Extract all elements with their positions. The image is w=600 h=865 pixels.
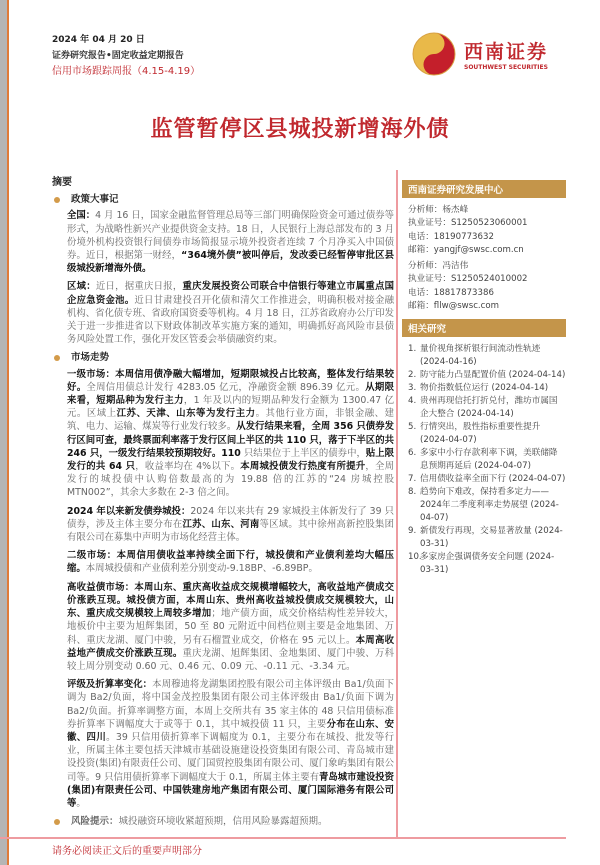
body-text: 近日甘肃建投召开化债和清欠工作推进会，明确积极对接金融机构、省化债专班、省政府国资委等机构。4 月 18 日，江苏省政府办公厅印发关于进一步推进省以下财政体制改革实施方案的通知，明确抓好高风险市县债务风险处置工作，强化开发区管委会举债融资约束。 [67, 294, 394, 346]
body-text: 。其他行业方面，非银金融、建筑、电力、运输、煤炭等行业发行较多。 [67, 408, 394, 433]
bold-text: 二级市场：本周信用债收益率持续全面下行，城投债和产业债利差均大幅压缩。 [67, 550, 394, 575]
footer-rule [0, 837, 566, 839]
analyst-cert: 执业证号：S1250523060001 [408, 218, 528, 229]
analyst-name: 分析师：冯洁伟 [408, 261, 469, 272]
item-number: 7. [408, 474, 417, 485]
analyst-name: 分析师：杨杰峰 [408, 205, 469, 215]
item-title: 新债发行再现，交易显著放量 (2024-03-31) [420, 526, 563, 550]
body-text: 全周信用债总计发行 4283.05 亿元，净融资金额 896.39 亿元。 [86, 381, 366, 393]
item-number: 8. [408, 487, 417, 498]
bold-text: 全国： [67, 210, 96, 222]
bold-text: 重庆发展投资公司联合中信银行等建立市属重点国企应急资金池。 [67, 281, 394, 306]
page-title: 监管暂停区县城投新增海外债 [150, 117, 450, 142]
analyst-phone: 电话：18817873386 [408, 287, 494, 298]
bold-text: 从期限来看，短期品种为发行主力 [67, 381, 394, 407]
item-number: 1. [408, 344, 417, 355]
bold-text: “364境外债”被叫停后，发改委已经暂停审批区县级城投新增海外债。 [67, 250, 394, 275]
analyst-card [402, 260, 566, 313]
bold-text: 评级及折算率变化： [67, 679, 153, 691]
item-title: 量价视角探析银行间流动性轨迹 (2024-04-16) [420, 344, 541, 368]
related-research-item[interactable] [408, 369, 566, 382]
report-subtitle: 信用市场跟踪周报（4.15-4.19） [52, 66, 201, 77]
paragraph [67, 209, 394, 275]
item-title: 物价指数低位运行 (2024-04-14) [420, 383, 549, 394]
body-text: ，全周发行的城投债中认购倍数最高的为 19.88 倍的江苏的“24 房城控股 MTN002”，其余大多数在 2-3 倍之间。 [67, 461, 394, 499]
analyst-phone: 电话：18190773632 [408, 231, 494, 242]
analyst-card [402, 204, 566, 257]
bold-text: 青岛城市建设投资(集团)有限责任公司、中国铁建房地产集团有限公司、厦门国际港务有限公司等 [67, 771, 394, 809]
related-research-item[interactable] [408, 525, 566, 551]
bold-text: 分布在山东、安徽、四川 [67, 718, 394, 743]
item-title: 贵州再现信托打折兑付，潍坊市属国企大整合 (2024-04-14) [420, 396, 558, 420]
related-research-list [402, 343, 566, 577]
item-number: 6. [408, 448, 417, 459]
body-text: 。 [76, 797, 86, 809]
logo-chinese: 西南证券 [464, 41, 549, 63]
analyst-email[interactable]: 邮箱：fllw@swsc.com [408, 301, 499, 312]
related-research-item[interactable] [408, 551, 566, 577]
paragraph [67, 280, 394, 346]
item-number: 5. [408, 422, 417, 433]
paragraph [67, 549, 394, 575]
related-research-item[interactable] [408, 343, 566, 369]
body-text: 近日，据重庆日报， [95, 281, 183, 293]
body-text: ，1 年及以内的短期品种发行金额为 1300.47 亿元。区域上 [67, 395, 394, 420]
research-center-header: 西南证券研究发展中心 [402, 180, 566, 198]
item-title: 多家房企强调债务安全问题 (2024-03-31) [420, 552, 555, 576]
section-title: 政策大事记 [71, 194, 119, 206]
bold-text: 风险提示： [71, 816, 119, 828]
bold-text: 本周城投债发行热度有所提升 [240, 461, 366, 473]
bold-text: 从发行结果来看，全周 356 只债券发行区间可查，最终票面利率落于发行区间上半区的共 110 只，落于下半区的共 246 只，一级发行结果较预期较好。110 [67, 421, 394, 459]
summary-heading: 摘要 [52, 177, 72, 188]
body-text: ；地产债方面，成交价格结构性差异较大，地板价中主要为旭辉集团，50 至 80 元附近中间档位则主要是金地集团、万科、重庆龙湖、厦门中骏，另有石榴置业成交，价格在 95 元以上。 [67, 608, 394, 646]
section-heading [54, 351, 394, 364]
section-title: 市场走势 [71, 352, 110, 364]
body-text: 4 月 16 日，国家金融监督管理总局等三部门明确保险资金可通过债券等形式，为战略性新兴产业提供资金支持。18 日，人民银行上海总部发布的 3 月份境外机构投资银行间债券市场简报显示境外投资者连续 7 个月净买入中国债券。近日，根据第一财经， [67, 210, 394, 262]
disclaimer-footer: 请务必阅读正文后的重要声明部分 [52, 846, 202, 857]
bold-text: 高收益债市场：本周山东、重庆高收益成交规模增幅较大，高收益地产债成交价涨跌互现。城投债方面，本周山东、贵州高收益城投债成交规模较大，山东、重庆成交规模较上周较多增加 [67, 581, 394, 620]
related-research-item[interactable] [408, 486, 566, 525]
bullet-icon [54, 355, 60, 361]
body-text: 本周穆迪将龙湖集团控股有限公司主体评级由 Ba1/负面下调为 Ba2/负面，将中国金茂控股集团有限公司主体评级由 Ba1/负面下调为 Ba2/负面。折算率调整方面，本周上交所共有 35 家主体的 48 只信用债标准券折算率下调幅度大于或等于 0.1，其中城投债 11 只，主要 [67, 679, 394, 730]
body-text: 只结果位于上半区的债券中， [240, 447, 366, 459]
body-text: ，收益率均在 4%以下。 [135, 461, 241, 473]
body-text: 重庆龙湖、旭辉集团、金地集团、厦门中骏、万科较上周分别变动 0.60 元、0.46 元、0.09 元、-0.11 元、-3.34 元。 [67, 647, 394, 672]
item-number: 2. [408, 370, 417, 381]
report-header [52, 32, 200, 80]
column-divider [396, 170, 398, 837]
analyst-cert: 执业证号：S1250524010002 [408, 274, 528, 285]
sidebar [402, 180, 566, 577]
bold-text: 江苏、山东、河南 [182, 518, 260, 530]
bullet-icon [54, 819, 60, 825]
company-logo [412, 32, 548, 76]
body-text: 城投融资环境收紧超预期，信用风险暴露超预期。 [118, 816, 328, 828]
bold-text: 2024 年以来新发债券城投： [67, 505, 191, 517]
item-title: 信用债收益率全面下行 (2024-04-07) [420, 474, 566, 485]
paragraph [67, 678, 394, 810]
related-research-item[interactable] [408, 447, 566, 473]
item-number: 4. [408, 396, 417, 407]
section-heading [54, 815, 394, 828]
item-number: 3. [408, 383, 417, 394]
related-research-item[interactable] [408, 421, 566, 447]
logo-english: SOUTHWEST SECURITIES [464, 64, 548, 71]
paragraph [67, 505, 394, 545]
bullet-icon [54, 197, 60, 203]
item-number: 9. [408, 526, 417, 537]
related-research-header: 相关研究 [402, 319, 566, 337]
bold-text: 本周高收益地产债成交价涨跌互现。 [67, 634, 394, 659]
paragraph [67, 368, 394, 500]
report-type: 证券研究报告•固定收益定期报告 [52, 51, 184, 61]
item-title: 行情突出，股性指标重要性提升 (2024-04-07) [420, 422, 541, 446]
body-text: 。39 只信用债折算率下调幅度为 0.1，主要分布在城投、批发等行业，所属主体主要包括天津城市基础设施建设投资集团有限公司、青岛城市建设投资(集团)有限责任公司、厦门国贸控股集团有限公司、厦门象屿集团有限公司等。9 只信用债折算率下调幅度大于 0.1，所属主体主要有 [67, 731, 394, 783]
related-research-item[interactable] [408, 395, 566, 421]
paragraph [67, 581, 394, 673]
analyst-email[interactable]: 邮箱：yangjf@swsc.com.cn [408, 244, 524, 255]
bold-text: 一级市场：本周信用债净融大幅增加，短期限城投占比较高，整体发行结果较好。 [67, 368, 394, 393]
item-title: 趋势向下难改，保持看多定力——2024年二季度利率走势展望 (2024-04-07) [420, 487, 559, 524]
report-date: 2024 年 04 月 20 日 [52, 35, 145, 45]
summary-column [52, 176, 394, 831]
bold-text: 贴上限发行的共 64 只 [67, 447, 394, 473]
related-research-item[interactable] [408, 473, 566, 486]
section-heading [54, 193, 394, 206]
bold-text: 江苏、天津、山东等为发行主力 [116, 408, 256, 420]
body-text: 2024 年以来共有 29 家城投主体新发行了 39 只债券，涉及主体主要分布在 [67, 505, 394, 530]
related-research-item[interactable] [408, 382, 566, 395]
item-title: 防守能力凸显配置价值 (2024-04-14) [420, 370, 566, 381]
body-text: 本周城投债和产业债利差分别变动-9.18BP、-6.89BP。 [85, 563, 318, 575]
logo-emblem-icon [412, 32, 456, 76]
item-title: 多家中小行存款利率下调，美联储降息预期再延后 (2024-04-07) [420, 448, 558, 472]
bold-text: 区域： [67, 281, 96, 293]
item-number: 10. [408, 552, 422, 563]
body-text: 等区域。其中徐州高新控股集团有限公司在募集中声明为市场化经营主体。 [67, 518, 394, 544]
